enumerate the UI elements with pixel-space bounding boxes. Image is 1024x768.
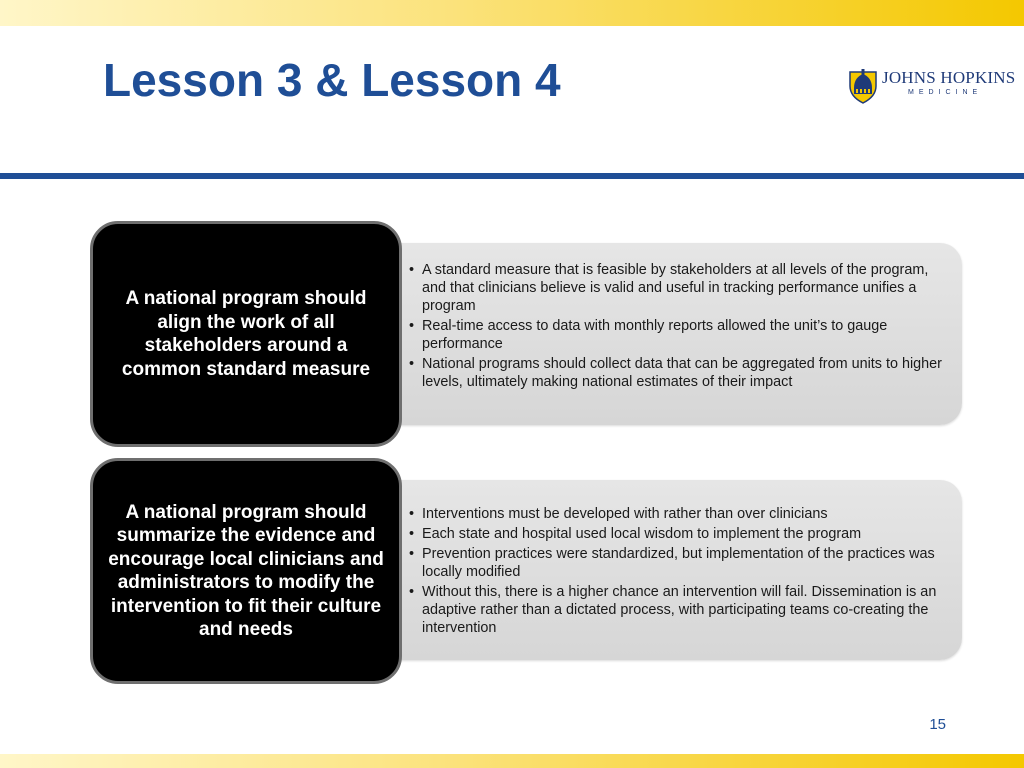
slide-title: Lesson 3 & Lesson 4 [103,54,561,106]
johns-hopkins-logo [846,66,1016,104]
list-item: • Prevention practices were standardized, but implementation of the practices was locally modified [408,545,948,581]
page-number: 15 [929,716,946,733]
heading-text-2: A national program should summarize the evidence and encourage local clinicians and administrators to modify the intervention to fit their culture and needs [108,501,384,640]
list-item: • Real-time access to data with monthly reports allowed the unit’s to gauge performance [408,317,948,353]
list-item: • Each state and hospital used local wisdom to implement the program [408,525,948,543]
bullet-list-1 [408,261,948,393]
heading-box-1 [90,221,402,447]
top-gold-band [0,0,1024,26]
list-item: • Without this, there is a higher chance an intervention will fail. Dissemination is an adaptive rather than a dictated process, with participating teams co-creating the intervention [408,583,948,637]
logo-wordmark: JOHNS HOPKINS [882,68,1016,87]
bullet-list-2 [408,505,948,639]
dome-shield-icon [846,66,880,104]
heading-box-2 [90,458,402,684]
title-divider [0,173,1024,179]
list-item: • A standard measure that is feasible by stakeholders at all levels of the program, and that clinicians believe is valid and useful in tracking performance unifies a program [408,261,948,315]
list-item: • Interventions must be developed with rather than over clinicians [408,505,948,523]
heading-text-1: A national program should align the work of all stakeholders around a common standard measure [121,288,371,380]
bottom-gold-band [0,754,1024,768]
logo-subtitle: MEDICINE [908,89,983,96]
list-item: • National programs should collect data that can be aggregated from units to higher levels, ultimately making national estimates of their impact [408,355,948,391]
